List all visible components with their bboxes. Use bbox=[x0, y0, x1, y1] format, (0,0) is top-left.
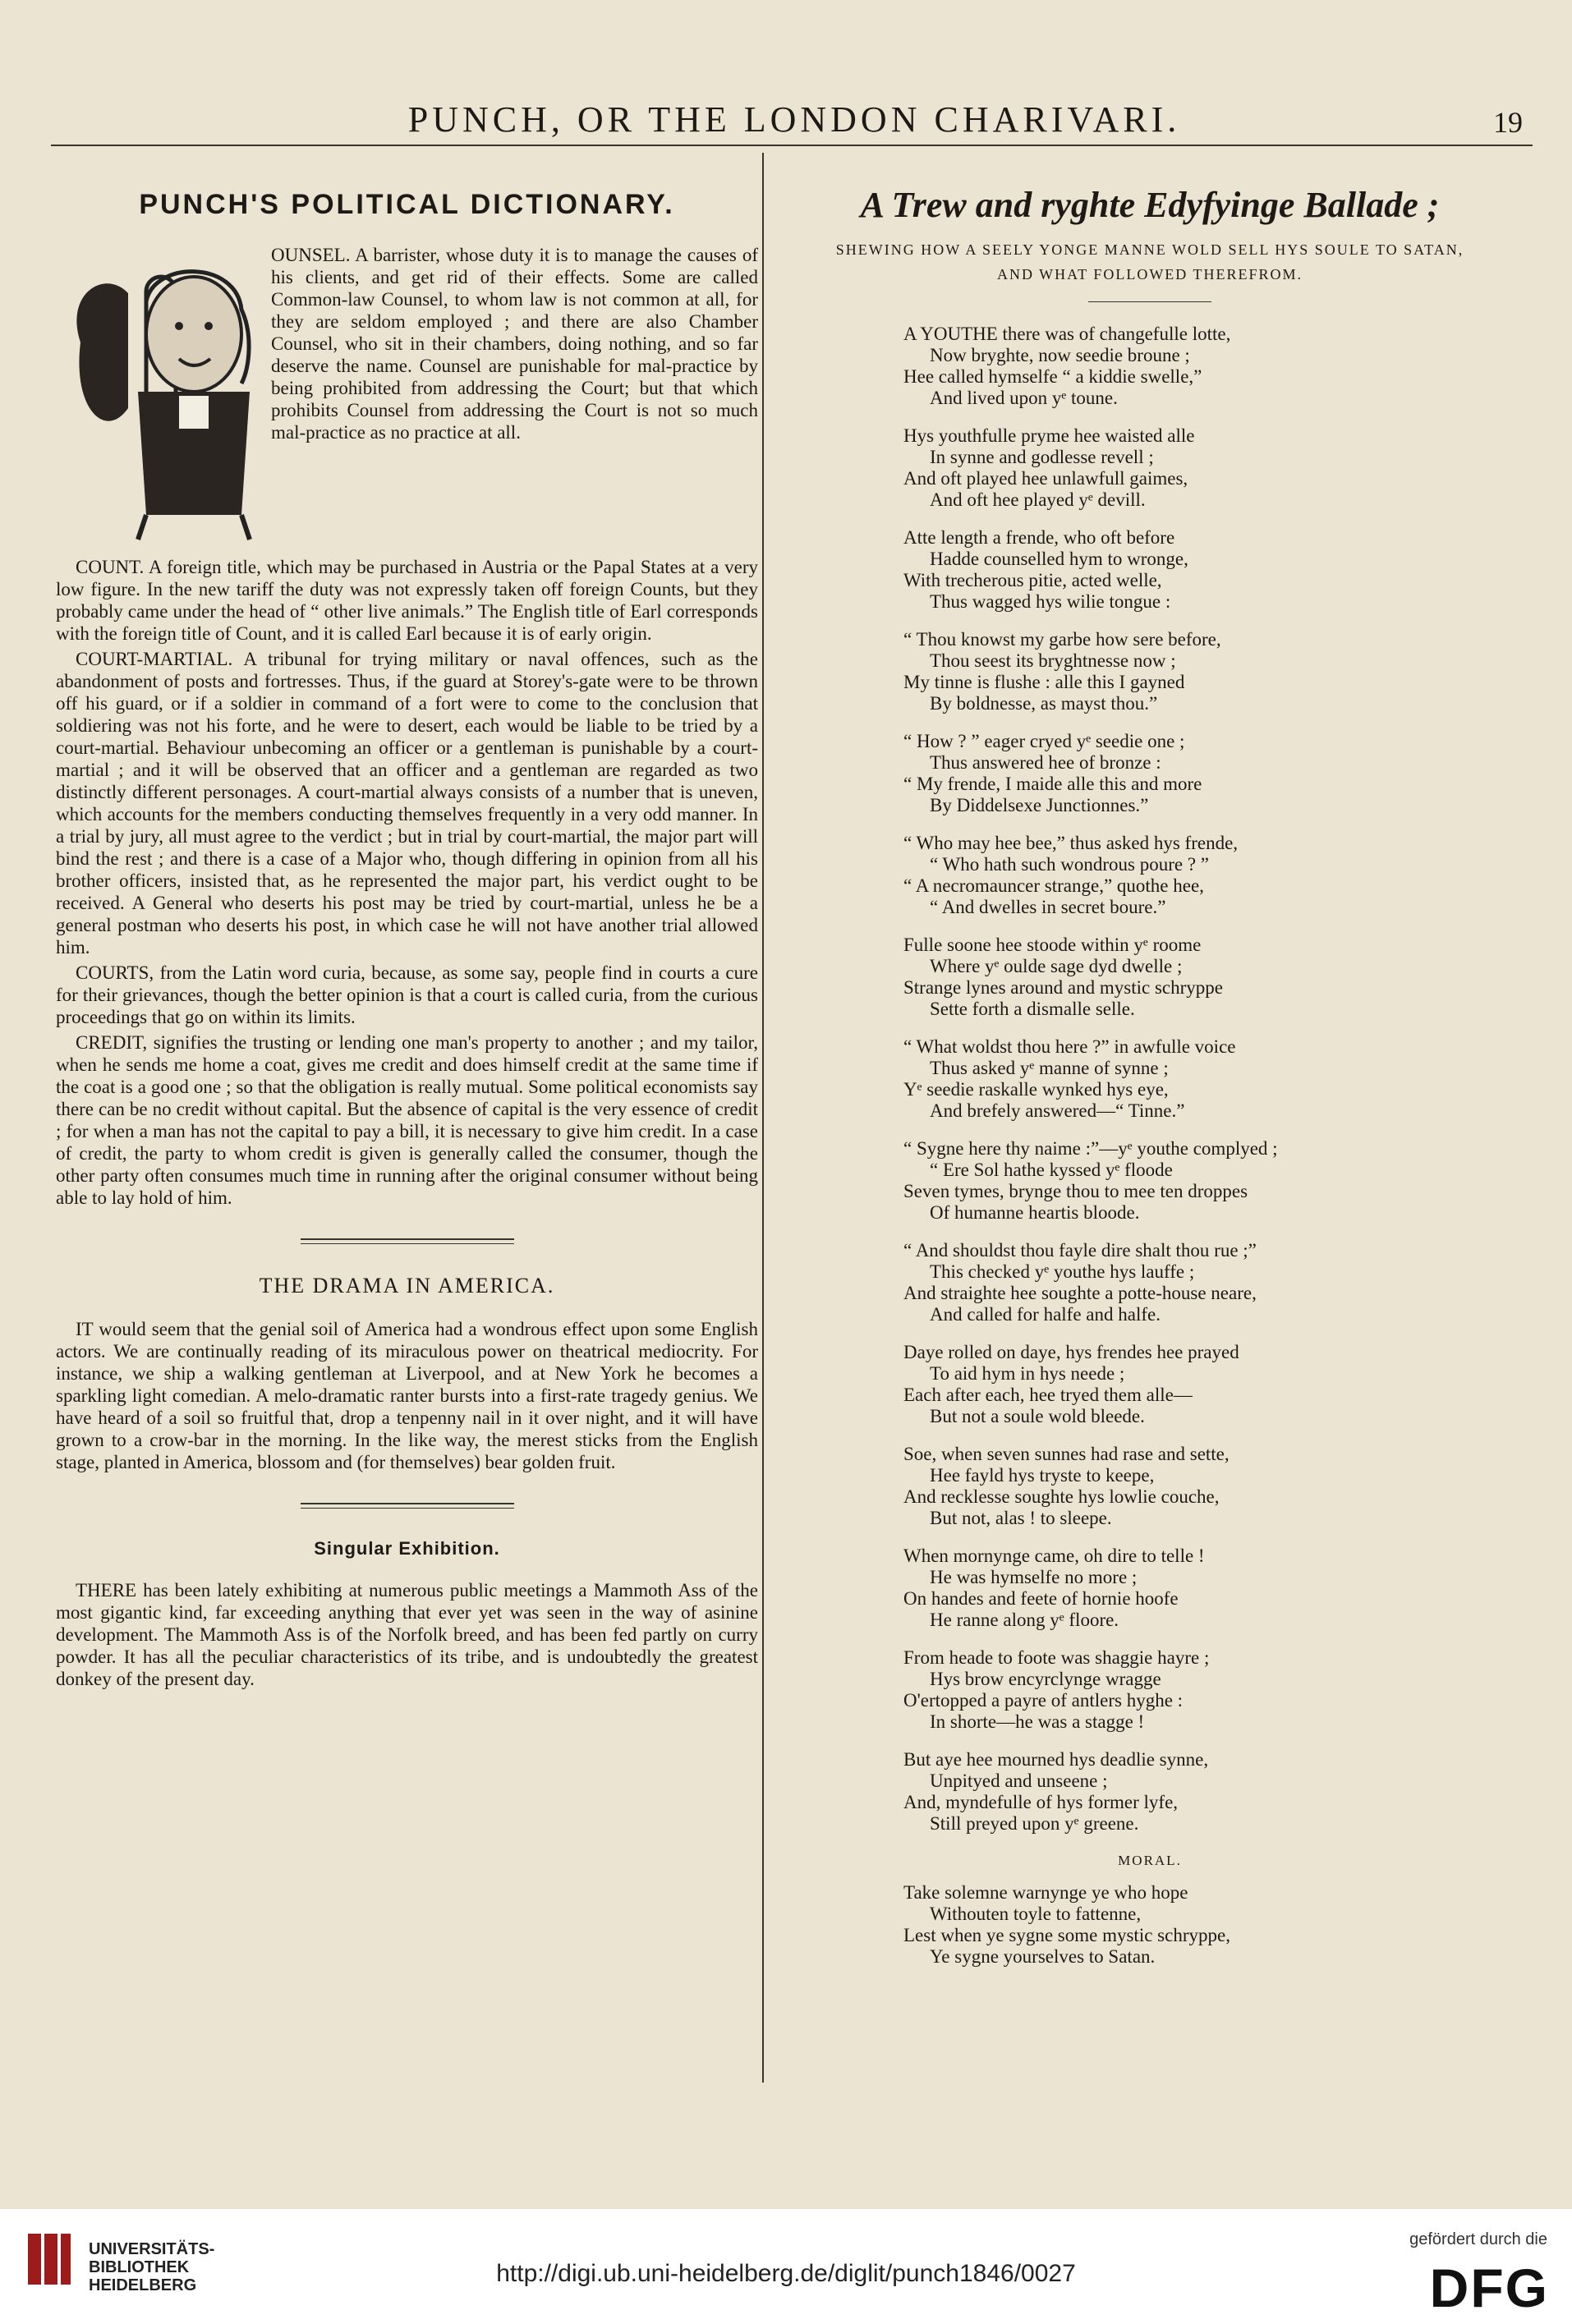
left-column bbox=[56, 164, 758, 1693]
counsel-definition: OUNSEL. A barrister, whose duty it is to manage the causes of his clients, and get rid of their effects. Some are called Common-law Counsel, to whom law is not common at all, for they are seldom employed ; and there are also Chamber Counsel, who sit in their chambers, doing nothing, and so far deserve the name. Counsel are punishable for mal-practice by being prohibited from addressing the Court; but that which prohibits Counsel from addressing the Court is not so much mal-practice as no practice at all. bbox=[271, 245, 758, 443]
verse-line: Thus answered hee of bronze : bbox=[930, 752, 1161, 773]
verse-line: With trecherous pitie, acted welle, bbox=[903, 570, 1162, 590]
verse-line: By Diddelsexe Junctionnes.” bbox=[930, 795, 1149, 815]
running-header bbox=[49, 90, 1539, 140]
verse-line: In shorte—he was a stagge ! bbox=[930, 1711, 1145, 1732]
section-rule bbox=[301, 1503, 514, 1509]
verse-line: By boldnesse, as mayst thou.” bbox=[930, 693, 1158, 714]
ballad-stanza bbox=[903, 629, 1511, 714]
ballad-subtitle-line: SHEWING HOW A SEELY YONGE MANNE WOLD SELL HYS SOULE TO SATAN, bbox=[835, 241, 1464, 258]
ballad-stanza bbox=[903, 425, 1511, 511]
verse-line: To aid hym in hys neede ; bbox=[930, 1363, 1125, 1384]
verse-line: “ My frende, I maide alle this and more bbox=[903, 774, 1202, 794]
verse-line: But not, alas ! to sleepe. bbox=[930, 1508, 1112, 1528]
verse-line: And brefely answered—“ Tinne.” bbox=[930, 1100, 1185, 1121]
verse-line: He was hymselfe no more ; bbox=[930, 1567, 1138, 1587]
ballad-stanza bbox=[903, 1546, 1511, 1631]
verse-line: “ Who may hee bee,” thus asked hys frende, bbox=[903, 833, 1239, 853]
verse-line: My tinne is flushe : alle this I gayned bbox=[903, 672, 1185, 692]
verse-line: On handes and feete of hornie hoofe bbox=[903, 1588, 1179, 1609]
verse-line: And oft hee played yᵉ devill. bbox=[930, 489, 1146, 510]
verse-line: Sette forth a dismalle selle. bbox=[930, 999, 1135, 1019]
verse-line: And straighte hee soughte a potte-house neare, bbox=[903, 1283, 1257, 1303]
verse-line: “ Who hath such wondrous poure ? ” bbox=[930, 854, 1210, 875]
dictionary-title: PUNCH'S POLITICAL DICTIONARY. bbox=[139, 189, 675, 220]
verse-line: Daye rolled on daye, hys frendes hee prayed bbox=[903, 1342, 1239, 1362]
library-name-line: UNIVERSITÄTS- bbox=[89, 2240, 215, 2258]
dfg-logo: DFG bbox=[1429, 2257, 1549, 2318]
verse-line: Withouten toyle to fattenne, bbox=[930, 1904, 1142, 1924]
ballad-subtitle bbox=[788, 237, 1511, 287]
funding-note: gefördert durch die bbox=[1409, 2230, 1547, 2248]
verse-line: Hys youthfulle pryme hee waisted alle bbox=[903, 425, 1195, 446]
ballad-stanza bbox=[903, 1647, 1511, 1733]
verse-line: But not a soule wold bleede. bbox=[930, 1406, 1145, 1426]
verse-line: Atte length a frende, who oft before bbox=[903, 527, 1175, 548]
section-rule bbox=[301, 1238, 514, 1244]
verse-line: Strange lynes around and mystic schryppe bbox=[903, 977, 1223, 998]
barrister-illustration bbox=[56, 244, 261, 548]
verse-line: Still preyed upon yᵉ greene. bbox=[930, 1813, 1139, 1834]
verse-line: Thus wagged hys wilie tongue : bbox=[930, 591, 1171, 612]
verse-line: Hadde counselled hym to wronge, bbox=[930, 549, 1188, 569]
ballad-stanzas bbox=[788, 324, 1511, 1835]
verse-line: Thou seest its bryghtnesse now ; bbox=[930, 650, 1176, 671]
counsel-text bbox=[271, 244, 758, 443]
ballad-stanza bbox=[903, 324, 1511, 409]
ballad-subtitle-line: AND WHAT FOLLOWED THEREFROM. bbox=[996, 266, 1303, 282]
library-name-line: HEIDELBERG bbox=[89, 2276, 197, 2294]
verse-line: In synne and godlesse revell ; bbox=[930, 447, 1154, 467]
verse-line: Soe, when seven sunnes had rase and sette, bbox=[903, 1444, 1230, 1464]
ballad-stanza bbox=[903, 935, 1511, 1020]
verse-line: Hys brow encyrclynge wragge bbox=[930, 1669, 1161, 1689]
verse-line: And, myndefulle of hys former lyfe, bbox=[903, 1792, 1179, 1812]
ballad-title: A Trew and ryghte Edyfyinge Ballade ; bbox=[860, 185, 1440, 225]
right-column bbox=[788, 164, 1511, 1984]
verse-line: “ How ? ” eager cryed yᵉ seedie one ; bbox=[903, 731, 1185, 751]
ballad-stanza bbox=[903, 833, 1511, 918]
verse-line: Hee called hymselfe “ a kiddie swelle,” bbox=[903, 366, 1202, 387]
header-rule bbox=[51, 145, 1533, 146]
exhibition-text: THERE has been lately exhibiting at numerous public meetings a Mammoth Ass of the most gigantic kind, far exceeding anything that ever yet was seen in the way of asinine development. The Mammoth Ass is of the Norfolk breed, and has been fed partly on curry powder. It has all the peculiar characteristics of its tribe, and is undoubtedly the greatest donkey of the present day. bbox=[56, 1580, 758, 1689]
verse-line: “ A necromauncer strange,” quothe hee, bbox=[903, 875, 1204, 896]
verse-line: And lived upon yᵉ toune. bbox=[930, 388, 1118, 408]
verse-line: He ranne along yᵉ floore. bbox=[930, 1610, 1119, 1630]
count-entry: COUNT. A foreign title, which may be purchased in Austria or the Papal States at a very low figure. In the new tariff the duty was not expressly taken off foreign Counts, but they probably came under the head of “ other live animals.” The English title of Earl corresponds with the foreign title of Count, and it is called Earl because it is of early origin. bbox=[56, 557, 758, 644]
verse-line: Fulle soone hee stoode within yᵉ roome bbox=[903, 935, 1202, 955]
source-url[interactable]: http://digi.ub.uni-heidelberg.de/diglit/punch1846/0027 bbox=[496, 2260, 1076, 2287]
verse-line: Now bryghte, now seedie broune ; bbox=[930, 345, 1190, 365]
verse-line: Hee fayld hys tryste to keepe, bbox=[930, 1465, 1155, 1486]
verse-line: Seven tymes, brynge thou to mee ten droppes bbox=[903, 1181, 1248, 1201]
verse-line: Each after each, hee tryed them alle— bbox=[903, 1385, 1193, 1405]
verse-line: Take solemne warnynge ye who hope bbox=[903, 1882, 1188, 1903]
column-divider bbox=[762, 153, 764, 2083]
ballad-stanza bbox=[903, 1036, 1511, 1122]
moral-stanza bbox=[903, 1882, 1511, 1968]
ballad-stanza bbox=[903, 1138, 1511, 1224]
verse-line: “ Ere Sol hathe kyssed yᵉ floode bbox=[930, 1160, 1173, 1180]
page-number: 19 bbox=[1493, 106, 1523, 139]
verse-line: “ And dwelles in secret boure.” bbox=[930, 897, 1166, 917]
verse-line: Ye sygne yourselves to Satan. bbox=[930, 1946, 1156, 1967]
library-name-line: BIBLIOTHEK bbox=[89, 2258, 190, 2276]
verse-line: Where yᵉ oulde sage dyd dwelle ; bbox=[930, 956, 1183, 976]
verse-line: Unpityed and unseene ; bbox=[930, 1771, 1108, 1791]
ballad-stanza bbox=[903, 1240, 1511, 1325]
verse-line: Of humanne heartis bloode. bbox=[930, 1202, 1140, 1223]
court-martial-entry: COURT-MARTIAL. A tribunal for trying military or naval offences, such as the abandonment of posts and fortresses. Thus, if the guard at Storey's-gate were to be thrown off his guard, or if a soldier in command of a fort were to come to the conclusion that soldiering was not his forte, and he were to desert, each would be liable to be tried by a court-martial. Behaviour unbecoming an officer or a gentleman is punishable by a court-martial ; and it will be observed that an officer and a gentleman are regarded as two distinctly different personages. A court-martial always consists of a number that is uneven, which accounts for the members conducting themselves frequently in a very odd manner. In a trial by jury, all must agree to the verdict ; but in trial by court-martial, the major part will bind the rest ; and there is a case of a Major who, though differing in opinion from all his brother officers, insisted that, as he represented the major part, his verdict ought to be received. A General who deserts his post may be tried by court-martial, unless he be a general postman who deserts his post, in which case he will not have another trial allowed him. bbox=[56, 649, 758, 958]
verse-line: This checked yᵉ youthe hys lauffe ; bbox=[930, 1261, 1195, 1282]
credit-entry: CREDIT, signifies the trusting or lending one man's property to another ; and my tailor, when he sends me home a coat, gives me credit and does himself credit at the same time if the coat is a good one ; so that the obligation is really mutual. Some political economists say there can be no credit without capital. But the absence of capital is the very essence of credit ; for when a man has not the capital to pay a bill, it is necessary to give him credit. In a case of credit, the party to whom credit is given is generally called the consumer, though the other party often consumes much time in running after the original consumer without being able to lay hold of him. bbox=[56, 1032, 758, 1208]
verse-line: A YOUTHE there was of changefulle lotte, bbox=[903, 324, 1231, 344]
verse-line: When mornynge came, oh dire to telle ! bbox=[903, 1546, 1205, 1566]
ballad-stanza bbox=[903, 527, 1511, 613]
verse-line: And oft played hee unlawfull gaimes, bbox=[903, 468, 1188, 489]
verse-line: From heade to foote was shaggie hayre ; bbox=[903, 1647, 1210, 1668]
verse-line: And recklesse soughte hys lowlie couche, bbox=[903, 1486, 1220, 1507]
drama-title: THE DRAMA IN AMERICA. bbox=[259, 1274, 555, 1297]
journal-title: PUNCH, OR THE LONDON CHARIVARI. bbox=[407, 99, 1181, 140]
verse-line: O'ertopped a payre of antlers hyghe : bbox=[903, 1690, 1184, 1711]
ballad-rule bbox=[1088, 301, 1211, 302]
verse-line: “ What woldst thou here ?” in awfulle voice bbox=[903, 1036, 1236, 1057]
drama-text: IT would seem that the genial soil of America had a wondrous effect upon some English actors. We are continually reading of its miraculous power on theatrical mediocrity. For instance, we ship a walking gentleman at Liverpool, and at New York he becomes a sparkling light comedian. A melo-dramatic ranter bursts into a first-rate tragedy genius. We have heard of a soil so fruitful that, drop a tenpenny nail in it over night, and it will have grown to a crow-bar in the morning. In the like way, the merest sticks from the English stage, planted in America, blossom and (for themselves) bear golden fruit. bbox=[56, 1319, 758, 1472]
courts-entry: COURTS, from the Latin word curia, because, as some say, people find in courts a cure for their grievances, though the better opinion is that a court is called curia, from the curious proceedings that go on within its limits. bbox=[56, 962, 758, 1027]
verse-line: Thus asked yᵉ manne of synne ; bbox=[930, 1058, 1169, 1078]
verse-line: Lest when ye sygne some mystic schryppe, bbox=[903, 1925, 1230, 1945]
ballad-stanza bbox=[903, 1342, 1511, 1427]
verse-line: “ Thou knowst my garbe how sere before, bbox=[903, 629, 1221, 650]
moral-title: MORAL. bbox=[1118, 1853, 1182, 1868]
ballad-stanza bbox=[903, 1749, 1511, 1835]
verse-line: And called for halfe and halfe. bbox=[930, 1304, 1161, 1325]
verse-line: But aye hee mourned hys deadlie synne, bbox=[903, 1749, 1209, 1770]
exhibition-title: Singular Exhibition. bbox=[314, 1538, 500, 1559]
verse-line: “ Sygne here thy naime :”—yᵉ youthe complyed ; bbox=[903, 1138, 1278, 1159]
verse-line: “ And shouldst thou fayle dire shalt thou rue ;” bbox=[903, 1240, 1257, 1261]
ballad-stanza bbox=[903, 731, 1511, 816]
verse-line: Yᵉ seedie raskalle wynked hys eye, bbox=[903, 1079, 1169, 1100]
ballad-stanza bbox=[903, 1444, 1511, 1529]
counsel-entry bbox=[56, 244, 758, 556]
digitization-footer bbox=[0, 2209, 1572, 2324]
